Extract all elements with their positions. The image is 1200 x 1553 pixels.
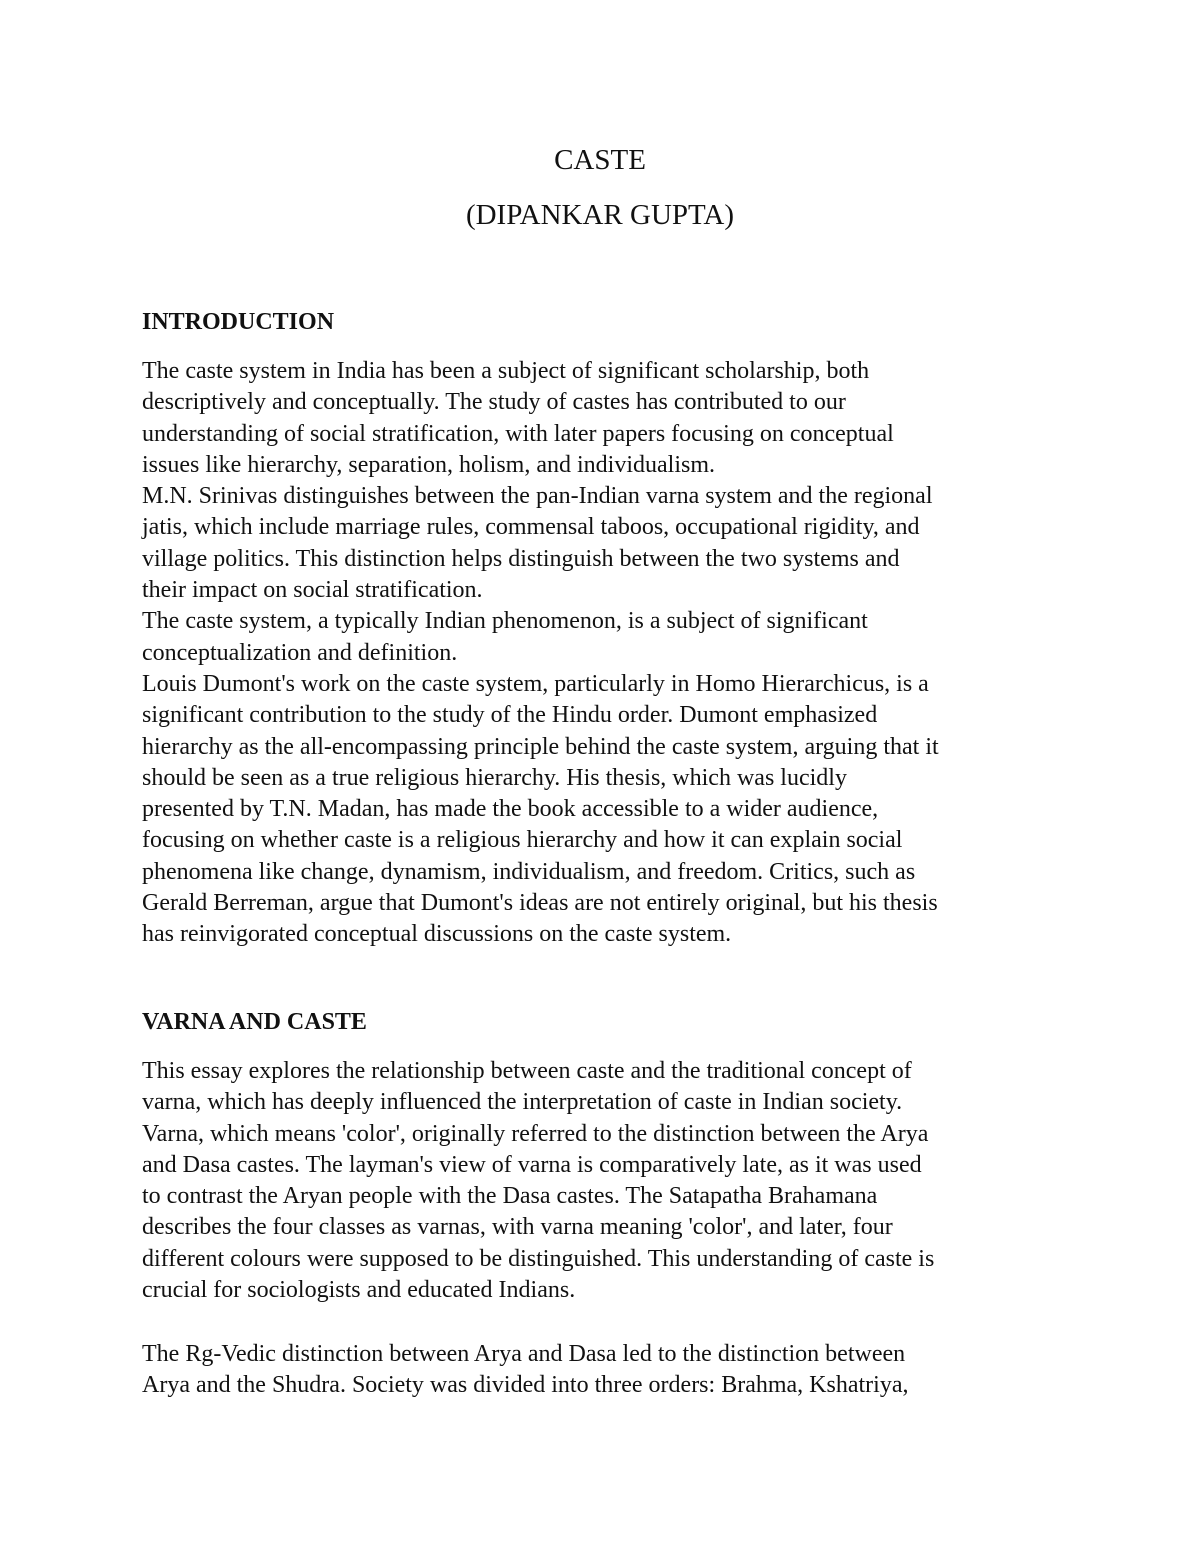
text-line: jatis, which include marriage rules, commensal taboos, occupational rigidity, and [142, 514, 920, 541]
text-line: significant contribution to the study of the Hindu order. Dumont emphasized [142, 702, 878, 729]
document-author: (DIPANKAR GUPTA) [465, 199, 735, 231]
text-line: varna, which has deeply influenced the interpretation of caste in Indian society. [142, 1089, 903, 1116]
text-line: understanding of social stratification, with later papers focusing on conceptual [142, 420, 894, 447]
document-title: CASTE [554, 144, 646, 176]
text-line: and Dasa castes. The layman's view of varna is comparatively late, as it was used [142, 1151, 922, 1178]
text-line: conceptualization and definition. [142, 639, 458, 666]
text-line: phenomena like change, dynamism, individualism, and freedom. Critics, such as [142, 858, 916, 885]
text-line: Varna, which means 'color', originally referred to the distinction between the Arya [142, 1120, 929, 1147]
varna-paragraph-1 [142, 1056, 1072, 1306]
varna-and-caste-heading: VARNA AND CASTE [142, 1009, 367, 1035]
text-line: hierarchy as the all-encompassing principle behind the caste system, arguing that it [142, 733, 939, 760]
text-line: describes the four classes as varnas, with varna meaning 'color', and later, four [142, 1214, 893, 1241]
text-line: The caste system in India has been a subject of significant scholarship, both [142, 358, 870, 384]
text-line: to contrast the Aryan people with the Dasa castes. The Satapatha Brahamana [142, 1183, 878, 1210]
text-line: Louis Dumont's work on the caste system, particularly in Homo Hierarchicus, is a [142, 670, 929, 697]
text-line: crucial for sociologists and educated Indians. [142, 1277, 576, 1304]
text-line: focusing on whether caste is a religious hierarchy and how it can explain social [142, 827, 903, 854]
text-line: Gerald Berreman, argue that Dumont's ideas are not entirely original, but his thesis [142, 890, 938, 917]
text-line: different colours were supposed to be distinguished. This understanding of caste is [142, 1245, 935, 1272]
introduction-text [142, 356, 1072, 951]
text-line: has reinvigorated conceptual discussions on the caste system. [142, 921, 732, 948]
text-line: Arya and the Shudra. Society was divided into three orders: Brahma, Kshatriya, [142, 1372, 909, 1399]
text-line: should be seen as a true religious hierarchy. His thesis, which was lucidly [142, 764, 847, 791]
text-line: M.N. Srinivas distinguishes between the pan-Indian varna system and the regional [142, 483, 933, 510]
varna-paragraph-2 [142, 1339, 1072, 1402]
text-line: This essay explores the relationship between caste and the traditional concept of [142, 1058, 912, 1084]
text-line: presented by T.N. Madan, has made the book accessible to a wider audience, [142, 796, 879, 823]
introduction-heading: INTRODUCTION [142, 309, 335, 335]
text-line: their impact on social stratification. [142, 577, 483, 604]
text-line: The caste system, a typically Indian phenomenon, is a subject of significant [142, 608, 868, 635]
text-line: The Rg-Vedic distinction between Arya and Dasa led to the distinction between [142, 1341, 906, 1367]
text-line: descriptively and conceptually. The study of castes has contributed to our [142, 389, 846, 416]
text-line: village politics. This distinction helps distinguish between the two systems and [142, 545, 900, 572]
text-line: issues like hierarchy, separation, holism, and individualism. [142, 451, 715, 478]
